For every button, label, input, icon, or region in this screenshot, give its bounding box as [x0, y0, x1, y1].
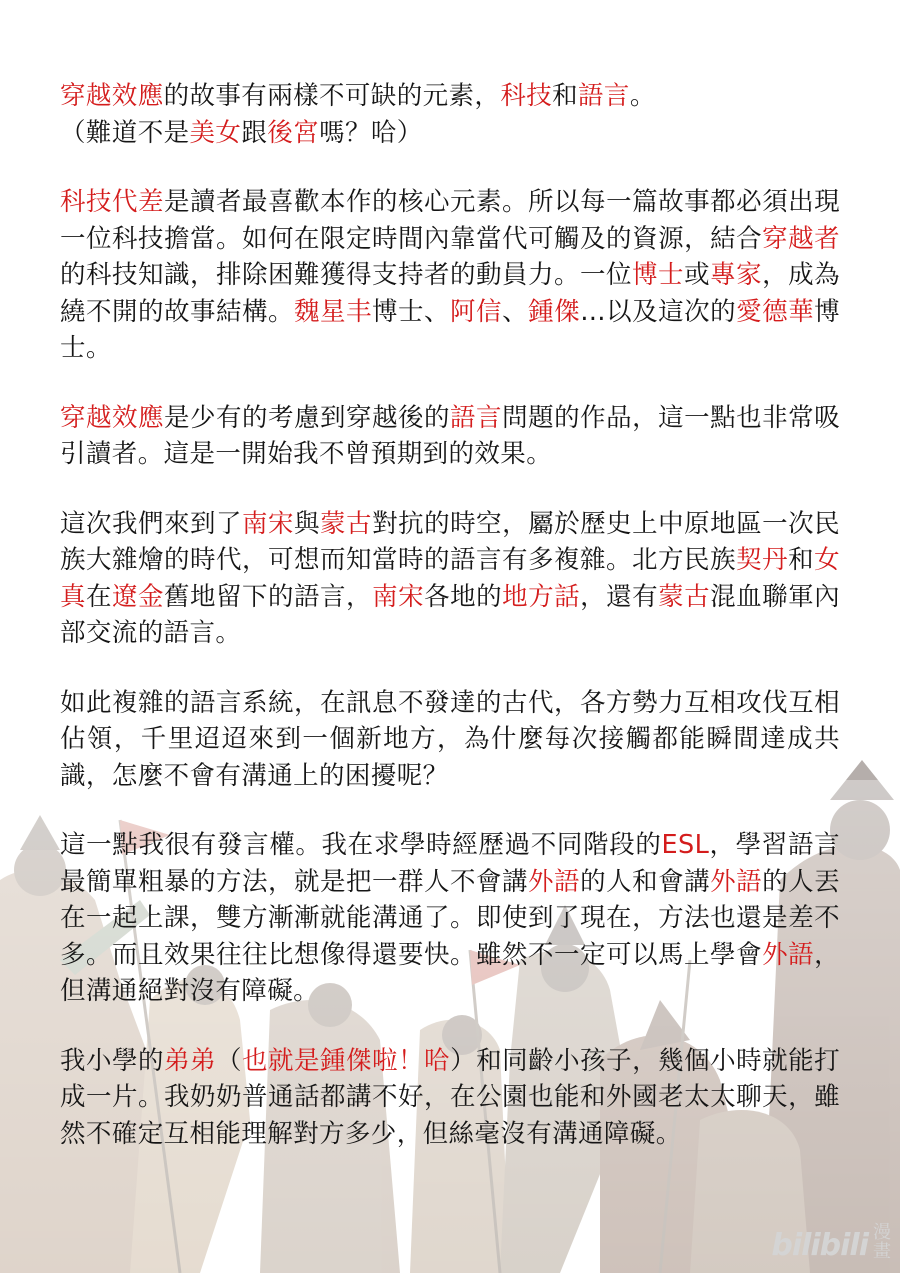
highlighted-term: 專家	[710, 260, 763, 290]
highlighted-term: 蒙古	[658, 581, 711, 612]
highlighted-term: 穿越效應	[60, 81, 164, 111]
highlighted-term: 博士	[632, 260, 685, 290]
highlighted-term: 美女	[189, 117, 242, 148]
body-text: 博士。	[60, 296, 841, 363]
body-text: 混血聯軍內部交流的語言。	[60, 581, 841, 648]
body-text: 問題的作品，這一點也非常吸引讀者。這是一開始我不曾預期到的效果。	[60, 402, 840, 469]
body-text: 嗎？哈）	[319, 117, 423, 148]
body-text: …以及這次的	[580, 296, 737, 327]
highlighted-term: 遼金	[112, 581, 165, 612]
body-text: 、	[502, 296, 529, 327]
highlighted-term: 也就是鍾傑啦！哈	[242, 1045, 451, 1076]
highlighted-term: 後宮	[267, 117, 320, 148]
body-text: 各地的	[424, 581, 503, 612]
paragraph-3	[60, 400, 840, 473]
body-text: 。	[629, 81, 656, 111]
highlighted-term: 外語	[762, 939, 815, 970]
body-text: 是少有的考慮到穿越後的	[164, 402, 451, 433]
highlighted-term: 弟弟	[164, 1045, 217, 1076]
body-text: ，學習語言最簡單粗暴的方法，就是把一群人不會講	[60, 830, 840, 897]
bilibili-logo: bilibili	[771, 1228, 868, 1263]
paragraph-5	[60, 685, 840, 795]
body-text: 和	[552, 81, 579, 111]
highlighted-term: 地方話	[502, 581, 581, 612]
paragraph-7	[60, 1043, 840, 1153]
highlighted-term: 穿越者	[762, 223, 840, 254]
manhua-label: 漫畫	[873, 1222, 891, 1262]
body-text: 的人丟在一起上課，雙方漸漸就能溝通了。即使到了現在，方法也還是差不多。而且效果往往比想像得還要快。雖然不一定可以馬上學會	[60, 866, 840, 970]
highlighted-term: 南宋	[372, 581, 425, 612]
body-text: ，還有	[580, 581, 659, 612]
body-text: 的科技知識，排除困難獲得支持者的動員力。一位	[60, 260, 633, 290]
paragraph-2	[60, 184, 840, 367]
body-text: 的人和會講	[580, 866, 711, 897]
paragraph-1	[60, 78, 840, 151]
highlighted-term: 鍾傑	[528, 296, 581, 327]
paragraph-4	[60, 506, 840, 652]
highlighted-term: 魏星丰	[294, 296, 373, 327]
highlighted-term: ESL	[661, 830, 710, 860]
highlighted-term: 穿越效應	[60, 402, 165, 433]
body-text: 是讀者最喜歡本作的核心元素。所以每一篇故事都必須出現一位科技擔當。如何在限定時間內靠當代可觸及的資源，結合	[60, 187, 840, 254]
highlighted-term: 蒙古	[320, 508, 373, 539]
body-text: 在	[86, 581, 113, 612]
highlighted-term: 語言	[578, 81, 630, 111]
body-text: （難道不是	[60, 117, 190, 148]
highlighted-term: 阿信	[450, 296, 503, 327]
body-text: ，但溝通絕對沒有障礙。	[60, 939, 840, 1006]
body-text: 對抗的時空，屬於歷史上中原地區一次民族大雜燴的時代，可想而知當時的語言有多複雜。北方民族	[60, 508, 840, 575]
article	[60, 78, 840, 1185]
body-text: 或	[684, 260, 711, 290]
body-text: 和	[788, 545, 815, 575]
body-text: ，成為繞不開的故事結構。	[60, 260, 840, 327]
paragraph-6	[60, 827, 840, 1010]
highlighted-term: 南宋	[242, 508, 295, 539]
highlighted-term: 契丹	[736, 545, 789, 575]
body-text: ）和同齡小孩子，幾個小時就能打成一片。我奶奶普通話都講不好，在公園也能和外國老太太聊天，雖然不確定互相能理解對方多少，但絲毫沒有溝通障礙。	[60, 1045, 840, 1149]
body-text: 如此複雜的語言系統，在訊息不發達的古代，各方勢力互相攻伐互相佔領，千里迢迢來到一個新地方，為什麼每次接觸都能瞬間達成共識，怎麼不會有溝通上的困擾呢？	[60, 687, 840, 791]
body-text: 的故事有兩樣不可缺的元素，	[163, 81, 501, 111]
highlighted-term: 愛德華	[736, 296, 815, 327]
body-text: 博士、	[372, 296, 451, 327]
body-text: 這次我們來到了	[60, 508, 243, 539]
bilibili-watermark	[771, 1223, 892, 1261]
body-text: 舊地留下的語言，	[164, 581, 373, 612]
body-text: 我小學的	[60, 1045, 165, 1076]
body-text: （	[216, 1045, 243, 1076]
highlighted-term: 外語	[710, 866, 763, 897]
body-text: 與	[294, 508, 321, 539]
body-text: 跟	[241, 117, 268, 148]
highlighted-term: 女真	[60, 545, 841, 612]
highlighted-term: 科技代差	[60, 187, 165, 217]
highlighted-term: 外語	[528, 866, 581, 897]
highlighted-term: 語言	[450, 402, 503, 433]
body-text: 這一點我很有發言權。我在求學時經歷過不同階段的	[60, 830, 662, 860]
highlighted-term: 科技	[500, 81, 553, 111]
